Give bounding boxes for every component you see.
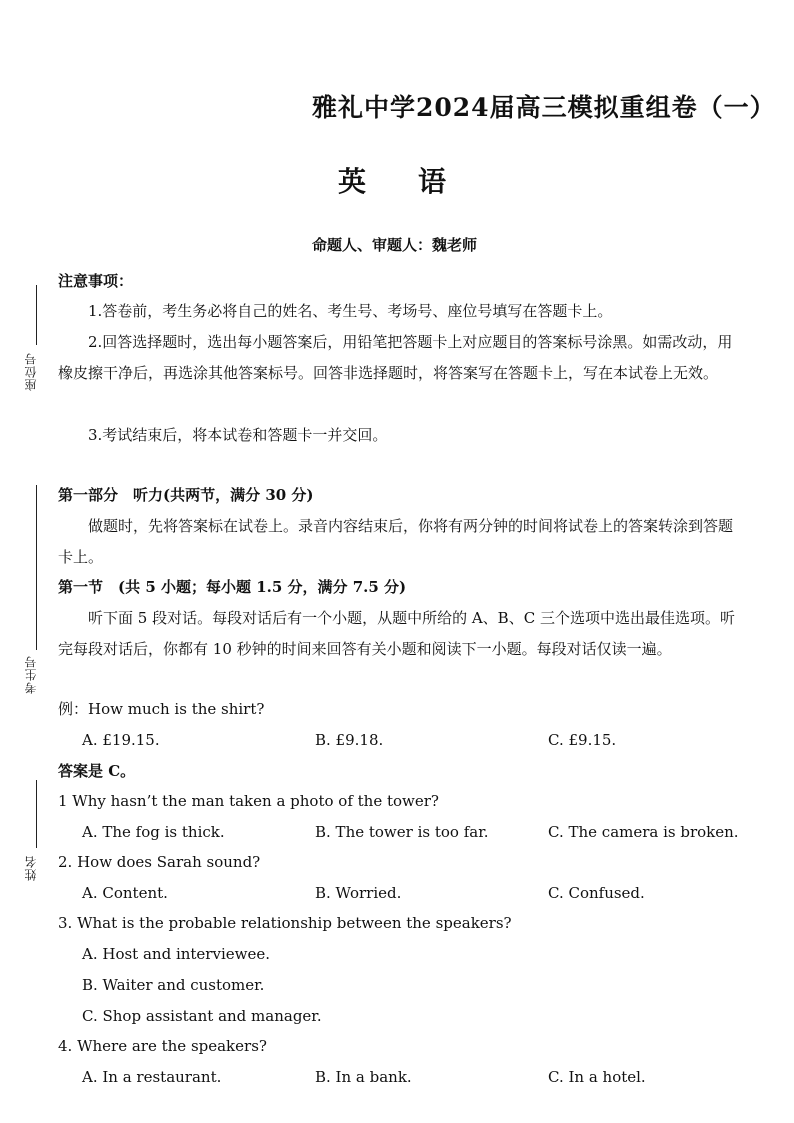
exam-no-line — [36, 485, 37, 650]
q4-option-b: B. In a bank. — [315, 1068, 412, 1086]
notice-heading: 注意事项： — [58, 272, 134, 290]
q3-option-b: B. Waiter and customer. — [82, 976, 265, 994]
seat-line — [36, 285, 37, 345]
example-option-a: A. £19.15. — [82, 731, 160, 749]
notice-item-1: 1.答卷前，考生务必将自己的姓名、考生号、考场号、座位号填写在答题卡上。 — [88, 302, 613, 320]
q1-option-c: C. The camera is broken. — [548, 823, 739, 841]
author-line: 命题人、审题人：魏老师 — [312, 236, 478, 254]
section1-heading: 第一节 (共 5 小题；每小题 1.5 分，满分 7.5 分) — [58, 578, 407, 596]
question-1: 1 Why hasn’t the man taken a photo of the tower? — [58, 792, 439, 810]
q2-option-c: C. Confused. — [548, 884, 645, 902]
name-line — [36, 780, 37, 848]
q2-option-a: A. Content. — [82, 884, 168, 902]
side-label-exam-no: 考生号 — [24, 655, 38, 694]
subject-title: 英语 — [338, 165, 499, 198]
q3-option-c: C. Shop assistant and manager. — [82, 1007, 322, 1025]
example-question: 例：How much is the shirt? — [58, 700, 265, 718]
question-2: 2. How does Sarah sound? — [58, 853, 261, 871]
notice-item-3: 3.考试结束后，将本试卷和答题卡一并交回。 — [88, 426, 388, 444]
exam-title: 雅礼中学2024届高三模拟重组卷（一） — [312, 93, 776, 122]
q1-option-a: A. The fog is thick. — [82, 823, 225, 841]
part1-heading: 第一部分 听力(共两节，满分 30 分) — [58, 486, 314, 504]
question-3: 3. What is the probable relationship between the speakers? — [58, 914, 512, 932]
section1-intro: 听下面 5 段对话。每段对话后有一个小题，从题中所给的 A、B、C 三个选项中选出最佳选项。听完每段对话后，你都有 10 秒钟的时间来回答有关小题和阅读下一小题。每段对话仅读一遍。 — [58, 609, 735, 658]
q4-option-c: C. In a hotel. — [548, 1068, 646, 1086]
part1-intro: 做题时，先将答案标在试卷上。录音内容结束后，你将有两分钟的时间将试卷上的答案转涂到答题卡上。 — [58, 517, 734, 566]
example-option-c: C. £9.15. — [548, 731, 617, 749]
notice-item-2: 2.回答选择题时，选出每小题答案后，用铅笔把答题卡上对应题目的答案标号涂黑。如需改动，用橡皮擦干净后，再选涂其他答案标号。回答非选择题时，将答案写在答题卡上，写在本试卷上无效。 — [58, 333, 733, 382]
question-4: 4. Where are the speakers? — [58, 1037, 267, 1055]
q2-option-b: B. Worried. — [315, 884, 402, 902]
q4-option-a: A. In a restaurant. — [82, 1068, 222, 1086]
example-answer: 答案是 C。 — [58, 762, 136, 780]
side-label-name: 姓名 — [24, 855, 38, 881]
q1-option-b: B. The tower is too far. — [315, 823, 489, 841]
side-label-seat: 座位号 — [24, 352, 38, 391]
q3-option-a: A. Host and interviewee. — [82, 945, 270, 963]
example-option-b: B. £9.18. — [315, 731, 384, 749]
